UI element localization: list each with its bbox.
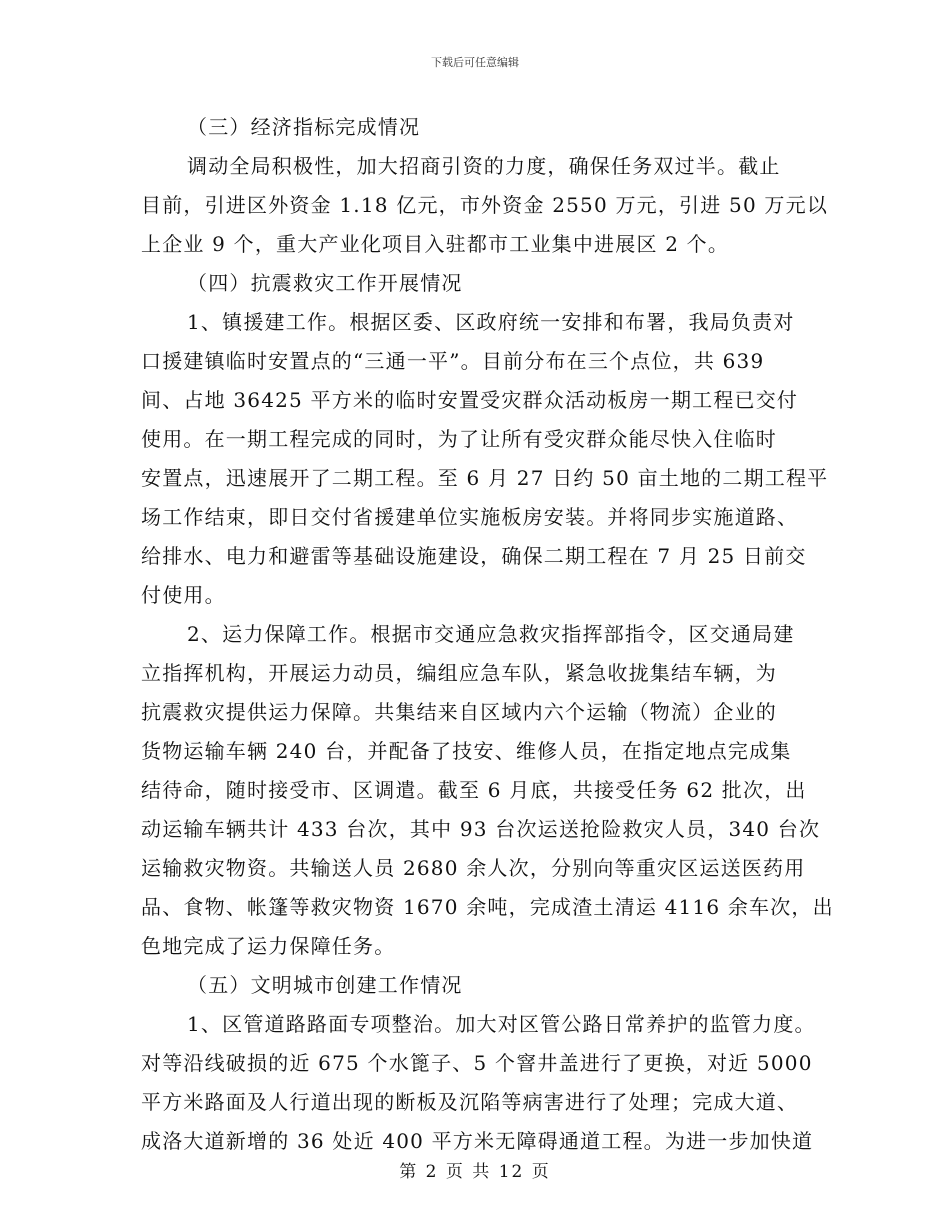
text-line: 品、食物、帐篷等救灾物资 1670 余吨，完成渣土清运 4116 余车次，出 [141, 895, 834, 919]
text-line: （三）经济指标完成情况 [187, 115, 421, 139]
document-body [141, 108, 834, 1161]
text-line: 平方米路面及人行道出现的断板及沉陷等病害进行了处理；完成大道、 [141, 1090, 799, 1114]
text-line: 安置点，迅速展开了二期工程。至 6 月 27 日约 50 亩土地的二期工程平 [141, 466, 829, 490]
text-line: 货物运输车辆 240 台，并配备了技安、维修人员，在指定地点完成集 [141, 739, 792, 763]
text-line: （五）文明城市创建工作情况 [187, 973, 463, 997]
text-line: 场工作结束，即日交付省援建单位实施板房安装。并将同步实施道路、 [141, 505, 799, 529]
text-line: 1、区管道路路面专项整治。加大对区管公路日常养护的监管力度。 [187, 1012, 816, 1036]
text-line: 运输救灾物资。共输送人员 2680 余人次，分别向等重灾区运送医药用 [141, 856, 806, 880]
text-line: 付使用。 [141, 583, 226, 607]
text-line: 上企业 9 个，重大产业化项目入驻都市工业集中进展区 2 个。 [141, 232, 730, 256]
text-line: （四）抗震救灾工作开展情况 [187, 271, 463, 295]
text-line: 对等沿线破损的近 675 个水篦子、5 个窨井盖进行了更换，对近 5000 [141, 1051, 813, 1075]
text-line: 目前，引进区外资金 1.18 亿元，市外资金 2550 万元，引进 50 万元以 [141, 193, 829, 217]
text-line: 动运输车辆共计 433 台次，其中 93 台次运送抢险救灾人员，340 台次 [141, 817, 821, 841]
text-line: 口援建镇临时安置点的“三通一平”。目前分布在三个点位，共 639 [141, 349, 765, 373]
text-line: 立指挥机构，开展运力动员，编组应急车队，紧急收拢集结车辆，为 [141, 661, 777, 685]
text-line: 2、运力保障工作。根据市交通应急救灾指挥部指令，区交通局建 [187, 622, 795, 646]
text-line: 间、占地 36425 平方米的临时安置受灾群众活动板房一期工程已交付 [141, 388, 799, 412]
text-line: 色地完成了运力保障任务。 [141, 934, 396, 958]
text-line: 使用。在一期工程完成的同时，为了让所有受灾群众能尽快入住临时 [141, 427, 777, 451]
text-line: 调动全局积极性，加大招商引资的力度，确保任务双过半。截止 [187, 154, 781, 178]
page-footer: 第 2 页 共 12 页 [399, 1162, 551, 1182]
text-line: 1、镇援建工作。根据区委、区政府统一安排和布署，我局负责对 [187, 310, 795, 334]
page-header: 下载后可任意编辑 [431, 56, 519, 69]
text-line: 给排水、电力和避雷等基础设施建设，确保二期工程在 7 月 25 日前交 [141, 544, 807, 568]
text-line: 成洛大道新增的 36 处近 400 平方米无障碍通道工程。为进一步加快道 [141, 1129, 814, 1153]
text-line: 抗震救灾提供运力保障。共集结来自区域内六个运输（物流）企业的 [141, 700, 777, 724]
text-line: 结待命，随时接受市、区调遣。截至 6 月底，共接受任务 62 批次，出 [141, 778, 807, 802]
